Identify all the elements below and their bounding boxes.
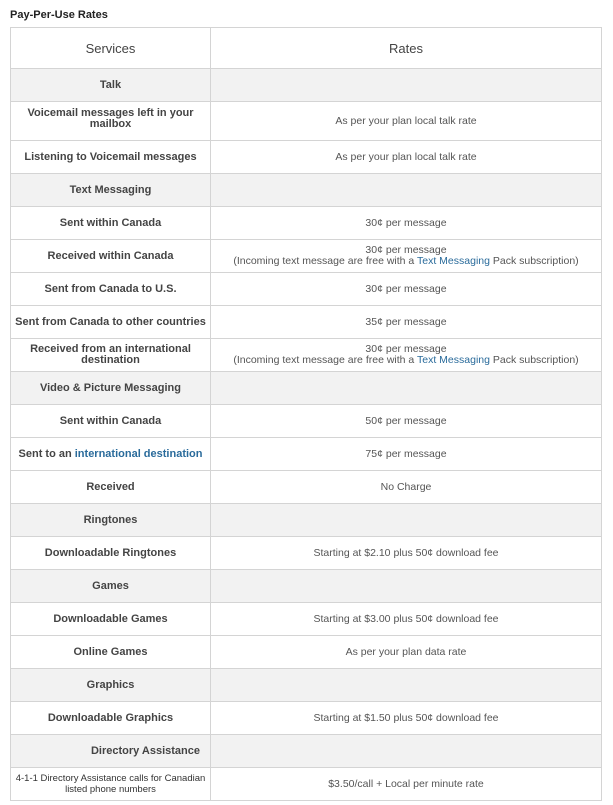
- text-messaging-link[interactable]: Text Messaging: [417, 354, 490, 366]
- table-row: [11, 438, 602, 471]
- section-label: Games: [11, 570, 211, 603]
- rates-table: [10, 27, 602, 801]
- note-text: Pack subscription): [489, 255, 579, 267]
- service-cell: Downloadable Games: [11, 603, 211, 636]
- service-cell: Sent within Canada: [11, 405, 211, 438]
- rate-cell: 75¢ per message: [211, 438, 602, 471]
- table-header-row: [11, 28, 602, 69]
- section-games: [11, 570, 602, 603]
- rate-note: [213, 355, 599, 366]
- rate-cell: As per your plan local talk rate: [211, 141, 602, 174]
- rate-note: [213, 256, 599, 267]
- note-text: (Incoming text message are free with a: [233, 354, 417, 366]
- rate-cell: 50¢ per message: [211, 405, 602, 438]
- text-messaging-link[interactable]: Text Messaging: [417, 255, 490, 267]
- section-label: Video & Picture Messaging: [11, 372, 211, 405]
- table-row: [11, 702, 602, 735]
- international-destination-link[interactable]: international destination: [74, 447, 203, 460]
- section-directory-assistance: [11, 735, 602, 768]
- rate-cell: Starting at $1.50 plus 50¢ download fee: [211, 702, 602, 735]
- service-cell: Received: [11, 471, 211, 504]
- rate-cell: [211, 240, 602, 273]
- section-talk: [11, 69, 602, 102]
- table-row: [11, 102, 602, 141]
- section-label: Directory Assistance: [11, 735, 211, 768]
- section-label: Talk: [11, 69, 211, 102]
- table-row: [11, 339, 602, 372]
- table-row: [11, 306, 602, 339]
- section-label: Ringtones: [11, 504, 211, 537]
- section-label: Text Messaging: [11, 174, 211, 207]
- table-row: [11, 405, 602, 438]
- section-video-picture-messaging: [11, 372, 602, 405]
- rate-value: 30¢ per message: [365, 244, 447, 256]
- rate-cell: 30¢ per message: [211, 273, 602, 306]
- service-cell: Received within Canada: [11, 240, 211, 273]
- service-cell: [11, 438, 211, 471]
- table-row: [11, 273, 602, 306]
- service-cell: Received from an international destination: [11, 339, 211, 372]
- service-cell: Downloadable Graphics: [11, 702, 211, 735]
- table-row: [11, 471, 602, 504]
- section-label: Graphics: [11, 669, 211, 702]
- service-cell: Sent within Canada: [11, 207, 211, 240]
- section-ringtones: [11, 504, 602, 537]
- rate-cell: Starting at $3.00 plus 50¢ download fee: [211, 603, 602, 636]
- service-cell: Listening to Voicemail messages: [11, 141, 211, 174]
- service-cell: 4-1-1 Directory Assistance calls for Canadian listed phone numbers: [11, 768, 211, 801]
- section-graphics: [11, 669, 602, 702]
- header-rates: Rates: [211, 28, 602, 69]
- table-row: [11, 603, 602, 636]
- note-text: (Incoming text message are free with a: [233, 255, 417, 267]
- service-text: Sent to an: [18, 447, 75, 460]
- rate-cell: As per your plan data rate: [211, 636, 602, 669]
- table-row: [11, 537, 602, 570]
- page-title: Pay-Per-Use Rates: [10, 9, 108, 21]
- rate-cell: [211, 339, 602, 372]
- note-text: Pack subscription): [489, 354, 579, 366]
- table-row: [11, 207, 602, 240]
- rate-cell: Starting at $2.10 plus 50¢ download fee: [211, 537, 602, 570]
- table-row: [11, 240, 602, 273]
- service-cell: Sent from Canada to U.S.: [11, 273, 211, 306]
- rate-value: 30¢ per message: [365, 343, 447, 355]
- rate-cell: 30¢ per message: [211, 207, 602, 240]
- service-cell: Voicemail messages left in your mailbox: [11, 102, 211, 141]
- table-row: [11, 141, 602, 174]
- rate-cell: No Charge: [211, 471, 602, 504]
- service-cell: Downloadable Ringtones: [11, 537, 211, 570]
- rate-cell: 35¢ per message: [211, 306, 602, 339]
- rate-cell: $3.50/call + Local per minute rate: [211, 768, 602, 801]
- section-text-messaging: [11, 174, 602, 207]
- service-cell: Online Games: [11, 636, 211, 669]
- table-row: [11, 768, 602, 801]
- header-services: Services: [11, 28, 211, 69]
- table-row: [11, 636, 602, 669]
- service-cell: Sent from Canada to other countries: [11, 306, 211, 339]
- rate-cell: As per your plan local talk rate: [211, 102, 602, 141]
